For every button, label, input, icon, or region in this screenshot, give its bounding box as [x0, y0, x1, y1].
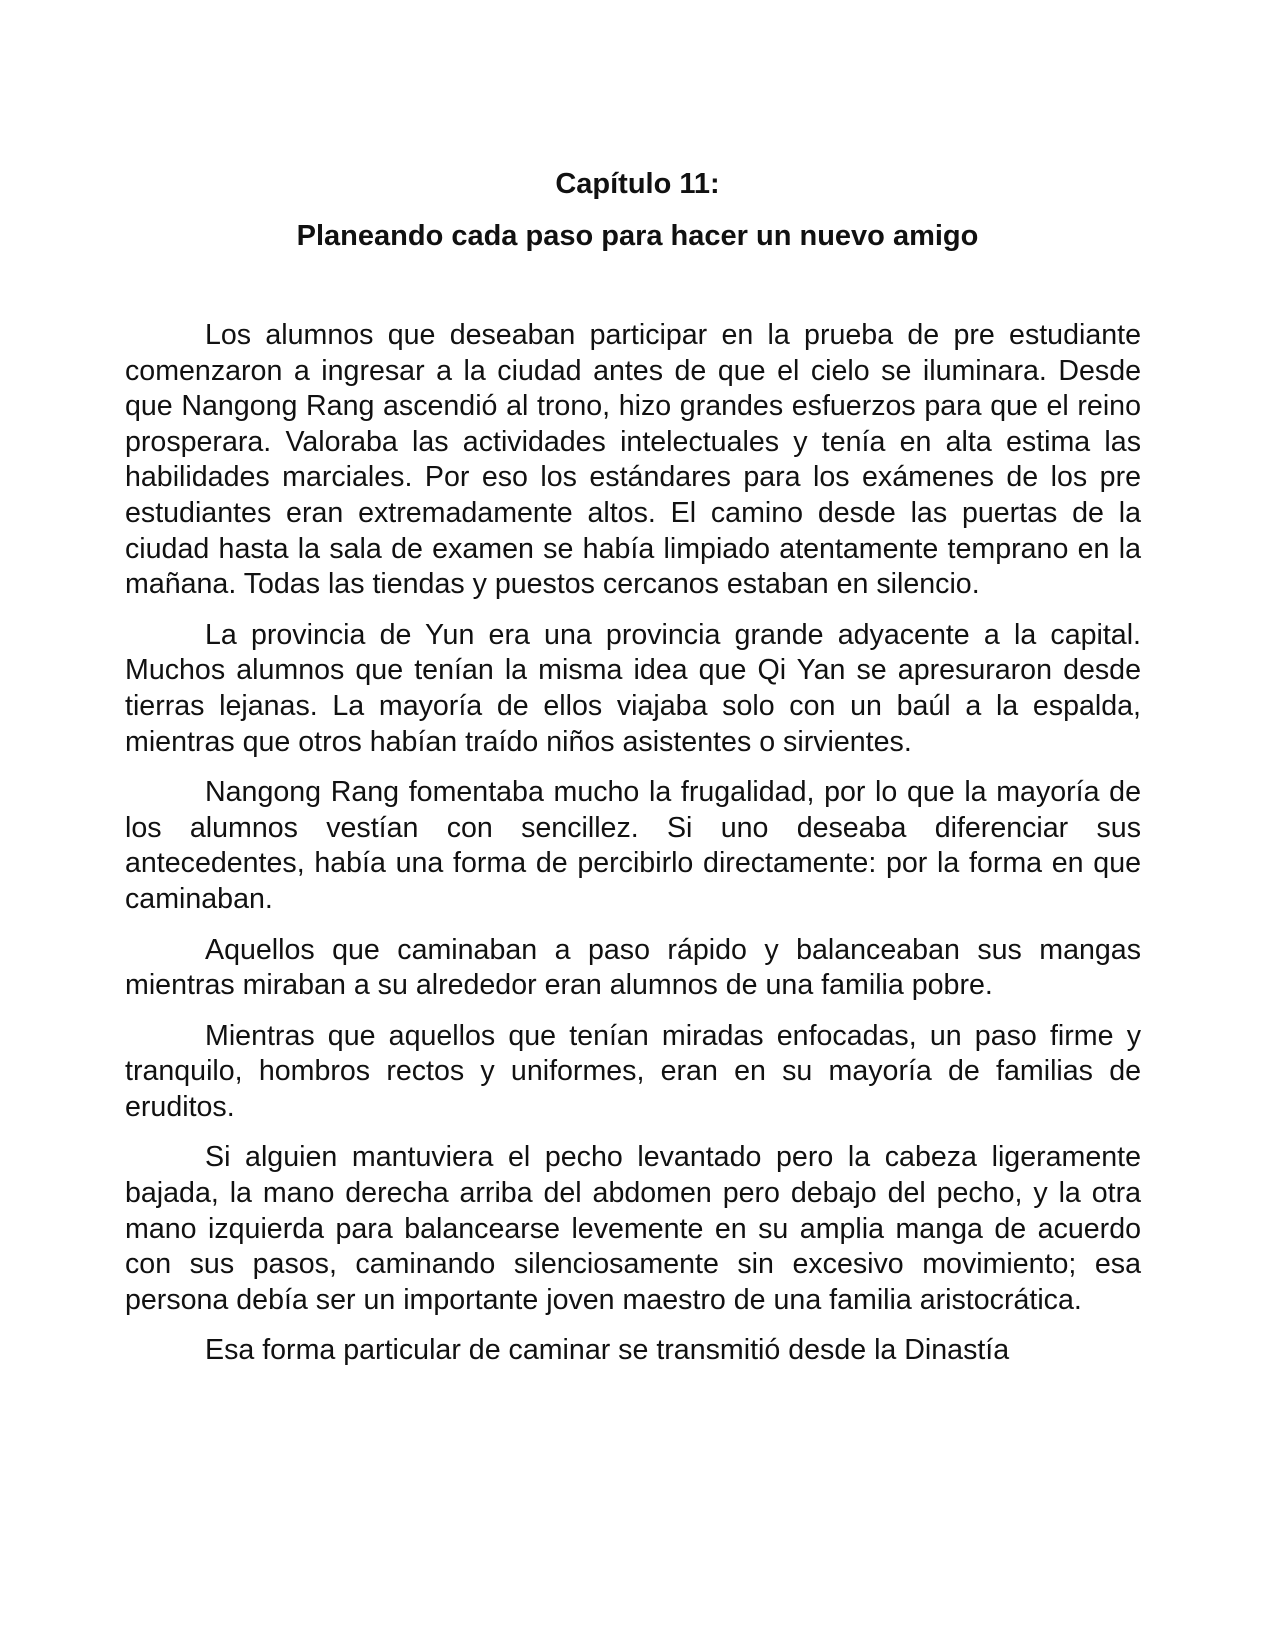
- paragraph: La provincia de Yun era una provincia grande adyacente a la capital. Muchos alumnos que tenían la misma idea que Qi Yan se apresuraron desde tierras lejanas. La mayoría de ellos viajaba solo con un baúl a la espalda, mientras que otros habían traído niños asistentes o sirvientes.: [125, 618, 1141, 758]
- chapter-number: Capítulo 11:: [555, 168, 720, 200]
- paragraph: Los alumnos que deseaban participar en la prueba de pre estudiante comenzaron a ingresar a la ciudad antes de que el cielo se iluminara. Desde que Nangong Rang ascendió al trono, hizo grandes esfuerzos para que el reino prosperara. Valoraba las actividades intelectuales y tenía en alta estima las habilidades marciales. Por eso los estándares para los exámenes de los pre estudiantes eran extremadamente altos. El camino desde las puertas de la ciudad hasta la sala de examen se había limpiado atentamente temprano en la mañana. Todas las tiendas y puestos cercanos estaban en silencio.: [125, 319, 1141, 601]
- body-text: [125, 318, 1141, 1384]
- paragraph: Nangong Rang fomentaba mucho la frugalidad, por lo que la mayoría de los alumnos vestían con sencillez. Si uno deseaba diferenciar sus antecedentes, había una forma de percibirlo directamente: por la forma en que caminaban.: [125, 776, 1141, 915]
- paragraph: Mientras que aquellos que tenían miradas enfocadas, un paso firme y tranquilo, hombros rectos y uniformes, eran en su mayoría de familias de eruditos.: [125, 1019, 1141, 1123]
- paragraph: Aquellos que caminaban a paso rápido y balanceaban sus mangas mientras miraban a su alrededor eran alumnos de una familia pobre.: [125, 933, 1141, 1002]
- chapter-title: Planeando cada paso para hacer un nuevo amigo: [296, 220, 979, 252]
- paragraph: Si alguien mantuviera el pecho levantado pero la cabeza ligeramente bajada, la mano derecha arriba del abdomen pero debajo del pecho, y la otra mano izquierda para balancearse levemente en su amplia manga de acuerdo con sus pasos, caminando silenciosamente sin excesivo movimiento; esa persona debía ser un importante joven maestro de una familia aristocrática.: [125, 1141, 1141, 1316]
- paragraph: Esa forma particular de caminar se transmitió desde la Dinastía: [205, 1334, 1010, 1367]
